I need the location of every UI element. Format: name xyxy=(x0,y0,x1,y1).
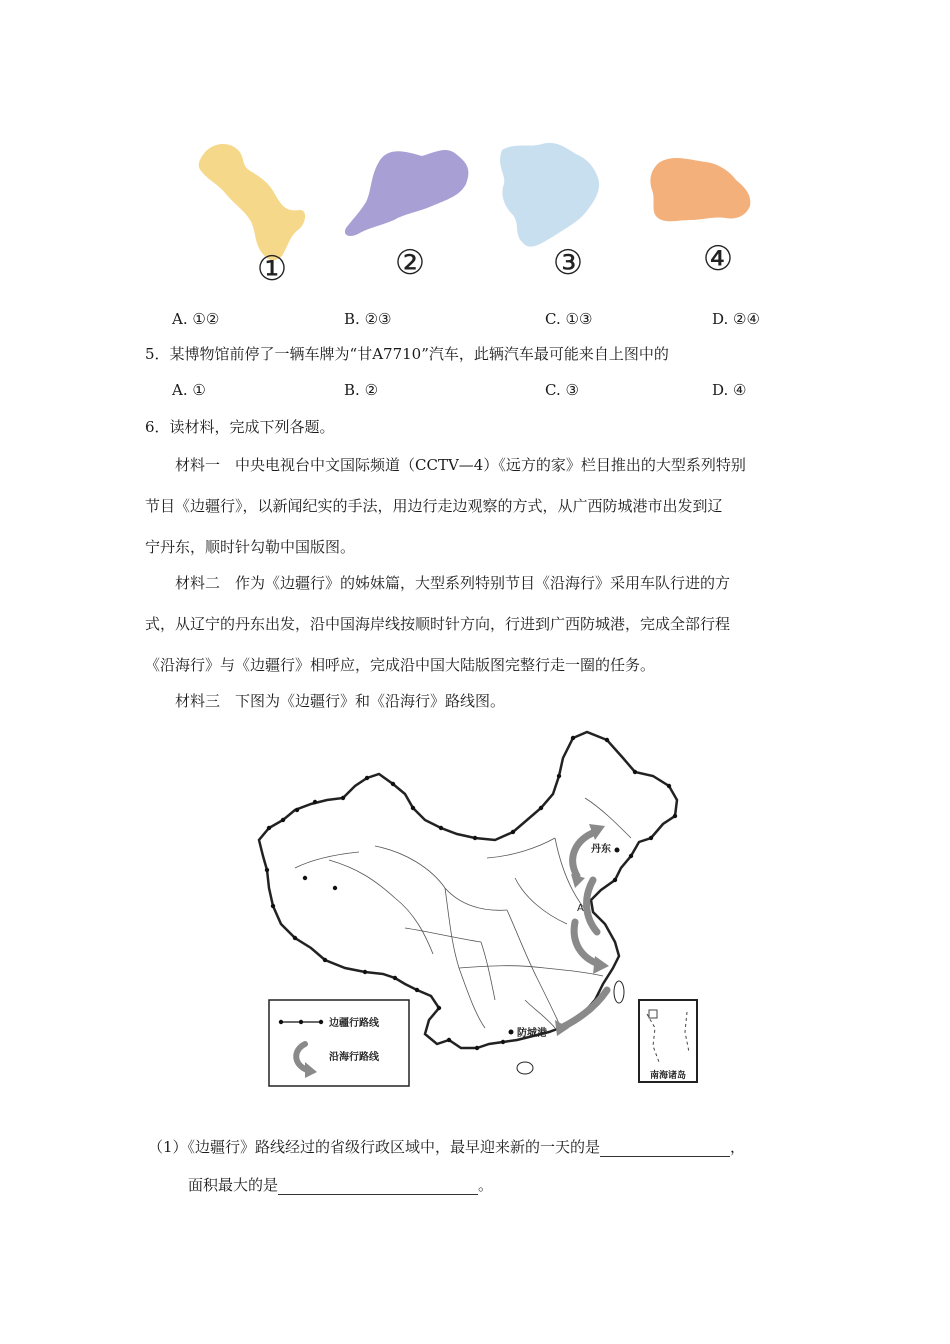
q5-stem: 5．某博物馆前停了一辆车牌为“甘A7710”汽车，此辆汽车最可能来自上图中的 xyxy=(145,345,669,363)
province-shape-4 xyxy=(650,158,750,221)
label-dandong: 丹东 xyxy=(591,844,611,855)
material-2-line-2: 式，从辽宁的丹东出发，沿中国海岸线按顺时针方向，行进到广西防城港，完成全部行程 xyxy=(145,615,731,633)
province-shapes xyxy=(190,132,770,292)
q4-option-a[interactable]: A. ①② xyxy=(172,310,220,328)
q5-option-c[interactable]: C. ③ xyxy=(545,381,579,399)
q4-option-d[interactable]: D. ②④ xyxy=(712,310,760,328)
q5-option-d[interactable]: D. ④ xyxy=(712,381,747,399)
answer-blank-earliest[interactable] xyxy=(600,1140,730,1157)
legend-coast-label: 沿海行路线 xyxy=(329,1052,379,1063)
province-shape-2 xyxy=(345,150,468,236)
dandong-dot xyxy=(615,848,620,853)
q5-option-b[interactable]: B. ② xyxy=(344,381,379,399)
south-sea-inset xyxy=(639,1000,697,1082)
route-map xyxy=(255,728,705,1093)
province-label-4: ④ xyxy=(702,239,734,279)
province-shape-1 xyxy=(199,144,305,260)
label-south-sea: 南海诸岛 xyxy=(649,1071,687,1081)
province-label-2: ② xyxy=(394,243,426,283)
answer-blank-largest[interactable] xyxy=(278,1178,478,1195)
material-2-line-3: 《沿海行》与《边疆行》相呼应，完成沿中国大陆版图完整行走一圈的任务。 xyxy=(145,656,656,674)
material-1-line-1: 材料一 中央电视台中文国际频道（CCTV—4）《远方的家》栏目推出的大型系列特别 xyxy=(175,456,746,474)
material-2-line-1: 材料二 作为《边疆行》的姊妹篇，大型系列特别节目《沿海行》采用车队行进的方 xyxy=(175,574,731,592)
material-3: 材料三 下图为《边疆行》和《沿海行》路线图。 xyxy=(175,692,506,710)
label-fangcheng: 防城港 xyxy=(517,1028,547,1039)
province-shape-3 xyxy=(500,143,599,247)
map-legend xyxy=(269,1000,409,1086)
q4-option-c[interactable]: C. ①③ xyxy=(545,310,593,328)
legend-border-label: 边疆行路线 xyxy=(329,1018,379,1029)
material-1-line-3: 宁丹东，顺时针勾勒中国版图。 xyxy=(145,538,356,556)
province-label-3: ③ xyxy=(552,243,584,283)
label-a: A xyxy=(577,903,584,914)
fangcheng-dot xyxy=(509,1030,514,1035)
q5-option-a[interactable]: A. ① xyxy=(172,381,206,399)
q4-option-b[interactable]: B. ②③ xyxy=(344,310,392,328)
q6-stem: 6．读材料，完成下列各题。 xyxy=(145,418,335,436)
subq-1-line-1: （1）《边疆行》路线经过的省级行政区域中，最早迎来新的一天的是 ， xyxy=(148,1138,746,1156)
province-label-1: ① xyxy=(256,249,288,289)
hainan-island xyxy=(517,1062,533,1074)
subq-1-line-2: 面积最大的是 。 xyxy=(188,1176,494,1194)
taiwan-island xyxy=(614,981,624,1003)
material-1-line-2: 节目《边疆行》，以新闻纪实的手法，用边行走边观察的方式，从广西防城港市出发到辽 xyxy=(145,497,723,515)
